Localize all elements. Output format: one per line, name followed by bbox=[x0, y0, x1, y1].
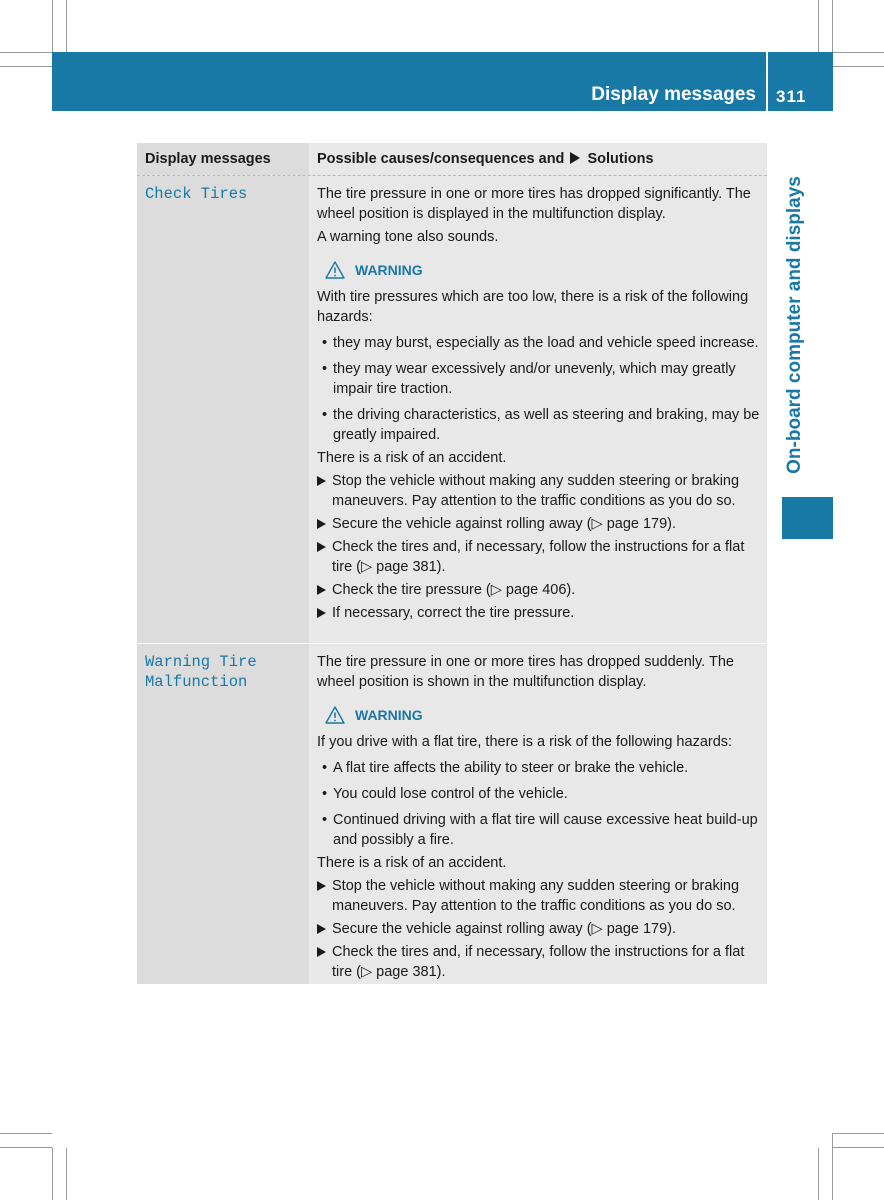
crop-mark bbox=[66, 0, 67, 52]
display-message-code: Warning Tire bbox=[145, 653, 257, 671]
warning-heading bbox=[325, 261, 761, 279]
crop-mark bbox=[0, 52, 52, 53]
solution-step-text: Stop the vehicle without making any sudden steering or braking maneuvers. Pay attention to the traffic conditions as you do so. bbox=[332, 473, 740, 509]
solution-step bbox=[317, 942, 761, 982]
warning-label: WARNING bbox=[355, 707, 423, 723]
solution-step bbox=[317, 471, 761, 511]
hazard-item: • the driving characteristics, as well as steering and braking, may be greatly impaired. bbox=[317, 405, 761, 445]
message-cell bbox=[137, 644, 309, 984]
step-arrow-icon bbox=[317, 947, 326, 957]
hazard-item: • they may wear excessively and/or unevenly, which may greatly impair tire traction. bbox=[317, 359, 761, 399]
solution-step-text: Check the tire pressure (▷ page 406). bbox=[332, 582, 576, 598]
crop-mark bbox=[832, 1133, 833, 1200]
table-row bbox=[137, 176, 767, 644]
solution-step bbox=[317, 514, 761, 534]
tone-text: A warning tone also sounds. bbox=[317, 229, 499, 245]
step-arrow-icon bbox=[317, 608, 326, 618]
hazard-item: • A flat tire affects the ability to steer or brake the vehicle. bbox=[317, 758, 761, 778]
solution-step-text: Check the tires and, if necessary, follow the instructions for a flat tire (▷ page 381). bbox=[332, 944, 745, 980]
display-messages-table bbox=[137, 143, 767, 984]
message-cell bbox=[137, 176, 309, 643]
crop-mark bbox=[52, 0, 53, 52]
solution-step-text: Secure the vehicle against rolling away (▷ page 179). bbox=[332, 516, 677, 532]
warning-triangle-icon bbox=[325, 706, 345, 724]
risk-text: There is a risk of an accident. bbox=[317, 855, 507, 871]
solution-step-text: Stop the vehicle without making any sudden steering or braking maneuvers. Pay attention to the traffic conditions as you do so. bbox=[332, 878, 740, 914]
crop-mark bbox=[66, 1148, 67, 1200]
page-number: 311 bbox=[776, 87, 807, 106]
header-divider bbox=[766, 52, 768, 111]
step-arrow-icon bbox=[317, 476, 326, 486]
warning-triangle-icon bbox=[325, 261, 345, 279]
crop-mark bbox=[0, 1133, 52, 1134]
solution-step-text: Check the tires and, if necessary, follow the instructions for a flat tire (▷ page 381). bbox=[332, 539, 745, 575]
column-header-messages: Display messages bbox=[137, 143, 309, 175]
hazard-item: • they may burst, especially as the load and vehicle speed increase. bbox=[317, 333, 761, 353]
table-header bbox=[137, 143, 767, 176]
warning-text: With tire pressures which are too low, there is a risk of the following hazards: bbox=[317, 289, 749, 325]
crop-mark bbox=[0, 66, 52, 67]
warning-heading bbox=[325, 706, 761, 724]
arrow-right-icon bbox=[570, 152, 580, 164]
hazard-item: • You could lose control of the vehicle. bbox=[317, 784, 761, 804]
warning-text: If you drive with a flat tire, there is a risk of the following hazards: bbox=[317, 734, 733, 750]
table-row bbox=[137, 644, 767, 984]
column-header-causes-text: Possible causes/consequences and bbox=[317, 151, 565, 167]
crop-mark bbox=[832, 0, 833, 52]
section-tab-marker bbox=[782, 497, 833, 539]
column-header-solutions-text: Solutions bbox=[587, 151, 654, 167]
crop-mark bbox=[833, 1147, 884, 1148]
step-arrow-icon bbox=[317, 542, 326, 552]
column-header-causes bbox=[309, 143, 767, 175]
solution-step bbox=[317, 603, 761, 623]
page-title: Display messages bbox=[591, 84, 756, 105]
solution-step-text: If necessary, correct the tire pressure. bbox=[332, 605, 575, 621]
solution-step bbox=[317, 580, 761, 600]
warning-label: WARNING bbox=[355, 262, 423, 278]
step-arrow-icon bbox=[317, 924, 326, 934]
crop-mark bbox=[833, 66, 884, 67]
solution-step bbox=[317, 876, 761, 916]
step-arrow-icon bbox=[317, 585, 326, 595]
crop-mark bbox=[833, 52, 884, 53]
cause-text: The tire pressure in one or more tires has dropped suddenly. The wheel position is shown in the multifunction display. bbox=[317, 654, 734, 690]
crop-mark bbox=[818, 1148, 819, 1200]
cause-text: The tire pressure in one or more tires has dropped significantly. The wheel position is displayed in the multifunction display. bbox=[317, 186, 751, 222]
crop-mark bbox=[52, 1148, 53, 1200]
solution-step-text: Secure the vehicle against rolling away (▷ page 179). bbox=[332, 921, 677, 937]
crop-mark bbox=[833, 1133, 884, 1134]
crop-mark bbox=[0, 1147, 52, 1148]
solution-step bbox=[317, 919, 761, 939]
step-arrow-icon bbox=[317, 881, 326, 891]
display-message-code: Malfunction bbox=[145, 673, 248, 691]
risk-text: There is a risk of an accident. bbox=[317, 450, 507, 466]
crop-mark bbox=[818, 0, 819, 52]
causes-cell bbox=[309, 644, 767, 984]
section-tab-label: On-board computer and displays bbox=[784, 176, 805, 474]
hazard-item: • Continued driving with a flat tire will cause excessive heat build-up and possibly a fire. bbox=[317, 810, 761, 850]
solution-step bbox=[317, 537, 761, 577]
causes-cell bbox=[309, 176, 767, 643]
step-arrow-icon bbox=[317, 519, 326, 529]
display-message-code: Check Tires bbox=[145, 185, 248, 203]
